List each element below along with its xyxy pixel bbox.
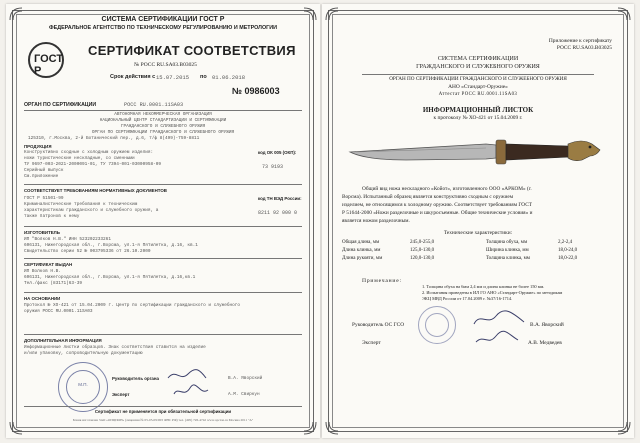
certificate-title: СЕРТИФИКАТ СООТВЕТСТВИЯ	[88, 43, 296, 58]
certificate-number: № РОСС RU.SA03.B03025	[134, 62, 197, 68]
spec-name: Ширина клинка, мм	[486, 248, 529, 253]
divider	[24, 184, 302, 185]
notes-label: Примечание:	[362, 278, 402, 284]
corner-ornament-icon	[8, 420, 24, 436]
organ-line: АВТОНОМНАЯ НЕКОММЕРЧЕСКАЯ ОРГАНИЗАЦИЯ	[114, 112, 212, 117]
spec-value: 120,0-130,0	[410, 256, 435, 261]
right-expert-label: Эксперт	[362, 340, 381, 346]
footer-print-info: Бланк изготовлен ЗАО «ОПЦИОН» (лицензия № 05-05-09/003 ФНС РФ) тел. (495) 726-4742 www.opcion.ru Москва 2011 "А"	[72, 418, 254, 422]
norms-label: СООТВЕТСТВУЕТ ТРЕБОВАНИЯМ НОРМАТИВНЫХ ДОКУМЕНТОВ	[24, 188, 167, 193]
corner-ornament-icon	[616, 6, 632, 22]
validity-to-label: по	[200, 74, 207, 80]
valid-to: 01.06.2018	[212, 74, 246, 81]
divider	[24, 406, 302, 407]
spec-name: Длина клинка, мм	[342, 248, 381, 253]
round-seal-stamp	[418, 306, 456, 344]
norms-line: ГОСТ Р 51501-99	[24, 196, 64, 201]
okp-value: 73 9193	[262, 164, 284, 170]
product-line: ТУ 9697-003-2021-2000091-01, ТУ 7394-001-03000958-09	[24, 162, 162, 167]
divider	[24, 334, 302, 335]
knife-image	[346, 130, 612, 178]
product-label: ПРОДУКЦИЯ	[24, 144, 52, 149]
organ-label: ОРГАН ПО СЕРТИФИКАЦИИ	[24, 102, 97, 108]
basis-line: Протокол № XO-421 от 15.04.2009 г. Центр по сертификации гражданского и служебного	[24, 303, 241, 308]
system-name-2: ГРАЖДАНСКОГО И СЛУЖЕБНОГО ОРУЖИЯ	[416, 64, 540, 70]
extra-label: ДОПОЛНИТЕЛЬНАЯ ИНФОРМАЦИЯ	[24, 338, 102, 343]
spec-value: 2,2-2,4	[558, 240, 573, 245]
info-sheet-title: ИНФОРМАЦИОННЫЙ ЛИСТОК	[422, 106, 534, 114]
spec-value: 245,0-255,0	[410, 240, 435, 245]
basis-label: НА ОСНОВАНИИ	[24, 296, 61, 301]
maker-line: ИП "Волков Н.В." ИНН 523202233261	[24, 237, 111, 242]
tnved-label: код ТН ВЭД России:	[258, 196, 302, 201]
maker-line: Свидетельство серии 52 № 003795336 от 26.10.2000	[24, 249, 151, 254]
valid-from: 15.07.2015	[156, 74, 190, 81]
divider	[24, 292, 302, 293]
expert-name: А.М. Свиркун	[228, 392, 260, 397]
right-expert-name: А.В. Медведев	[528, 340, 562, 346]
agency-name: ФЕДЕРАЛЬНОЕ АГЕНТСТВО ПО ТЕХНИЧЕСКОМУ РЕГУЛИРОВАНИЮ И МЕТРОЛОГИИ	[49, 25, 277, 31]
divider	[24, 258, 302, 259]
tnved-value: 8211 92 000 0	[258, 210, 298, 216]
note-line: ЭКЦ МВД России от 17.04.2009 г. №37/16-1714.	[422, 296, 513, 301]
description-line: является ножом разделочным.	[342, 218, 410, 224]
system-name: СИСТЕМА СЕРТИФИКАЦИИ	[437, 56, 519, 62]
norms-line: Криминалистические требования к техническим	[24, 202, 138, 207]
extra-line: и/или упаковку, сопроводительную документацию	[24, 351, 143, 356]
organ-line: ГРАЖДАНСКОГО И СЛУЖЕБНОГО ОРУЖИЯ	[120, 124, 206, 129]
divider	[24, 110, 302, 111]
head-label: Руководитель органа	[112, 376, 159, 381]
organ-address: 125310, г.Москва, 2-й Ботанический пер., д.6, т/ф 8(499)-759-8811	[28, 136, 200, 141]
head-name: В.А. Яворский	[228, 376, 263, 381]
product-line: См.приложение	[24, 174, 59, 179]
issued-label: СЕРТИФИКАТ ВЫДАН	[24, 262, 73, 267]
signature	[474, 328, 522, 348]
serial-number: № 0986003	[232, 86, 280, 96]
organ-line: ОРГАН ПО СЕРТИФИКАЦИИ ГРАЖДАНСКОГО И СЛУЖЕБНОГО ОРУЖИЯ	[91, 130, 235, 135]
right-head-label: Руководитель ОС ГСО	[352, 322, 405, 328]
norms-line: характеристикам гражданского и служебного оружия, а	[24, 208, 159, 213]
extra-line: Информационные листки образцов. Знак соответствия ставится на изделие	[24, 345, 206, 350]
okp-label: код ОК 005 (ОКП):	[258, 150, 297, 155]
expert-label: Эксперт	[112, 392, 130, 397]
note-line: 1. Толщина обуха на 6мм 2,4 мм и длина клинка не более 150 мм.	[422, 284, 545, 289]
norms-line: также патронов к нему	[24, 214, 80, 219]
organ-name: ОРГАН ПО СЕРТИФИКАЦИИ ГРАЖДАНСКОГО И СЛУЖЕБНОГО ОРУЖИЯ	[389, 76, 567, 82]
product-line: Серийный выпуск	[24, 168, 64, 173]
signature	[172, 382, 212, 400]
ano-name: АНО «Стандарт-Оружие»	[448, 84, 508, 90]
issued-line: 606131, Нижегородская обл., г.Ворсма, ул.1-я Пятилетка, д.16,кв.1	[24, 275, 196, 280]
issued-line: ИП Волков Н.В.	[24, 269, 61, 274]
description-line: Р 51644-2000 «Ножи разделочные и шкуросъемные. Общие технические условия» и	[342, 210, 533, 216]
spec-value: 18,0-24,0	[558, 248, 578, 253]
footer-note: Сертификат не применяется при обязательной сертификации	[94, 409, 232, 414]
organ-line: НАЦИОНАЛЬНЫЙ ЦЕНТР СТАНДАРТИЗАЦИИ И СЕРТИФИКАЦИИ	[99, 118, 227, 123]
divider	[24, 226, 302, 227]
certificate-page	[6, 4, 320, 438]
spec-name: Длина рукояти, мм	[342, 256, 383, 261]
corner-ornament-icon	[302, 420, 318, 436]
spec-value: 18,0-22,0	[558, 256, 578, 261]
system-title: СИСТЕМА СЕРТИФИКАЦИИ ГОСТ Р	[101, 16, 225, 23]
description-line: изделием, не относящимся к холодному оружию. Соответствует требованиям ГОСТ	[342, 202, 532, 208]
product-line: Конструктивно сходные с холодным оружием изделия:	[24, 150, 154, 155]
round-seal-stamp: М.П.	[58, 362, 108, 412]
info-sheet-page	[322, 4, 634, 438]
spec-name: Толщина клинка, мм	[486, 256, 530, 261]
signature	[472, 308, 528, 330]
maker-label: ИЗГОТОВИТЕЛЬ	[24, 230, 60, 235]
corner-ornament-icon	[616, 420, 632, 436]
corner-ornament-icon	[324, 420, 340, 436]
issued-line: Тел./факс (83171)63-39	[24, 281, 82, 286]
gost-logo-icon: ГОСТ Р	[28, 42, 64, 78]
accreditation: Аттестат РОСС RU.0001.11SA03	[438, 92, 518, 97]
description-line: Общий вид ножа нескладного «Койот», изготовленного ООО «АРКОМ» (г.	[362, 186, 532, 192]
divider	[362, 74, 594, 75]
spec-value: 125,0-130,0	[410, 248, 435, 253]
spec-name: Толщина обуха, мм	[486, 240, 528, 245]
basis-line: оружия РОСС RU.0001.11SA03	[24, 309, 93, 314]
spec-name: Общая длина, мм	[342, 240, 380, 245]
corner-ornament-icon	[324, 6, 340, 22]
specs-title: Технические характеристики:	[443, 230, 513, 236]
validity-label: Срок действия с	[110, 74, 156, 80]
description-line: Ворсма). Испытанный образец является конструктивно сходным с оружием	[342, 194, 514, 200]
annex-label: Приложение к сертификату	[548, 38, 612, 44]
note-line: 2. Испытания проведены в ИЛ ГО АНО «Стандарт-Оружие» по методикам	[422, 290, 563, 295]
protocol-ref: к протоколу № ХО-421 от 15.04.2009 г.	[433, 115, 523, 121]
maker-line: 606131, Нижегородская обл., г.Ворсма, ул.1-я Пятилетка, д.16, кв.1	[24, 243, 198, 248]
right-head-name: В.А. Яворский	[530, 322, 564, 328]
annex-number: РОСС RU.SA03.B03025	[556, 45, 612, 51]
organ-code: РОСС RU.0001.11SA03	[124, 102, 184, 108]
product-line: ножи туристические нескладные, со сменными	[24, 156, 135, 161]
